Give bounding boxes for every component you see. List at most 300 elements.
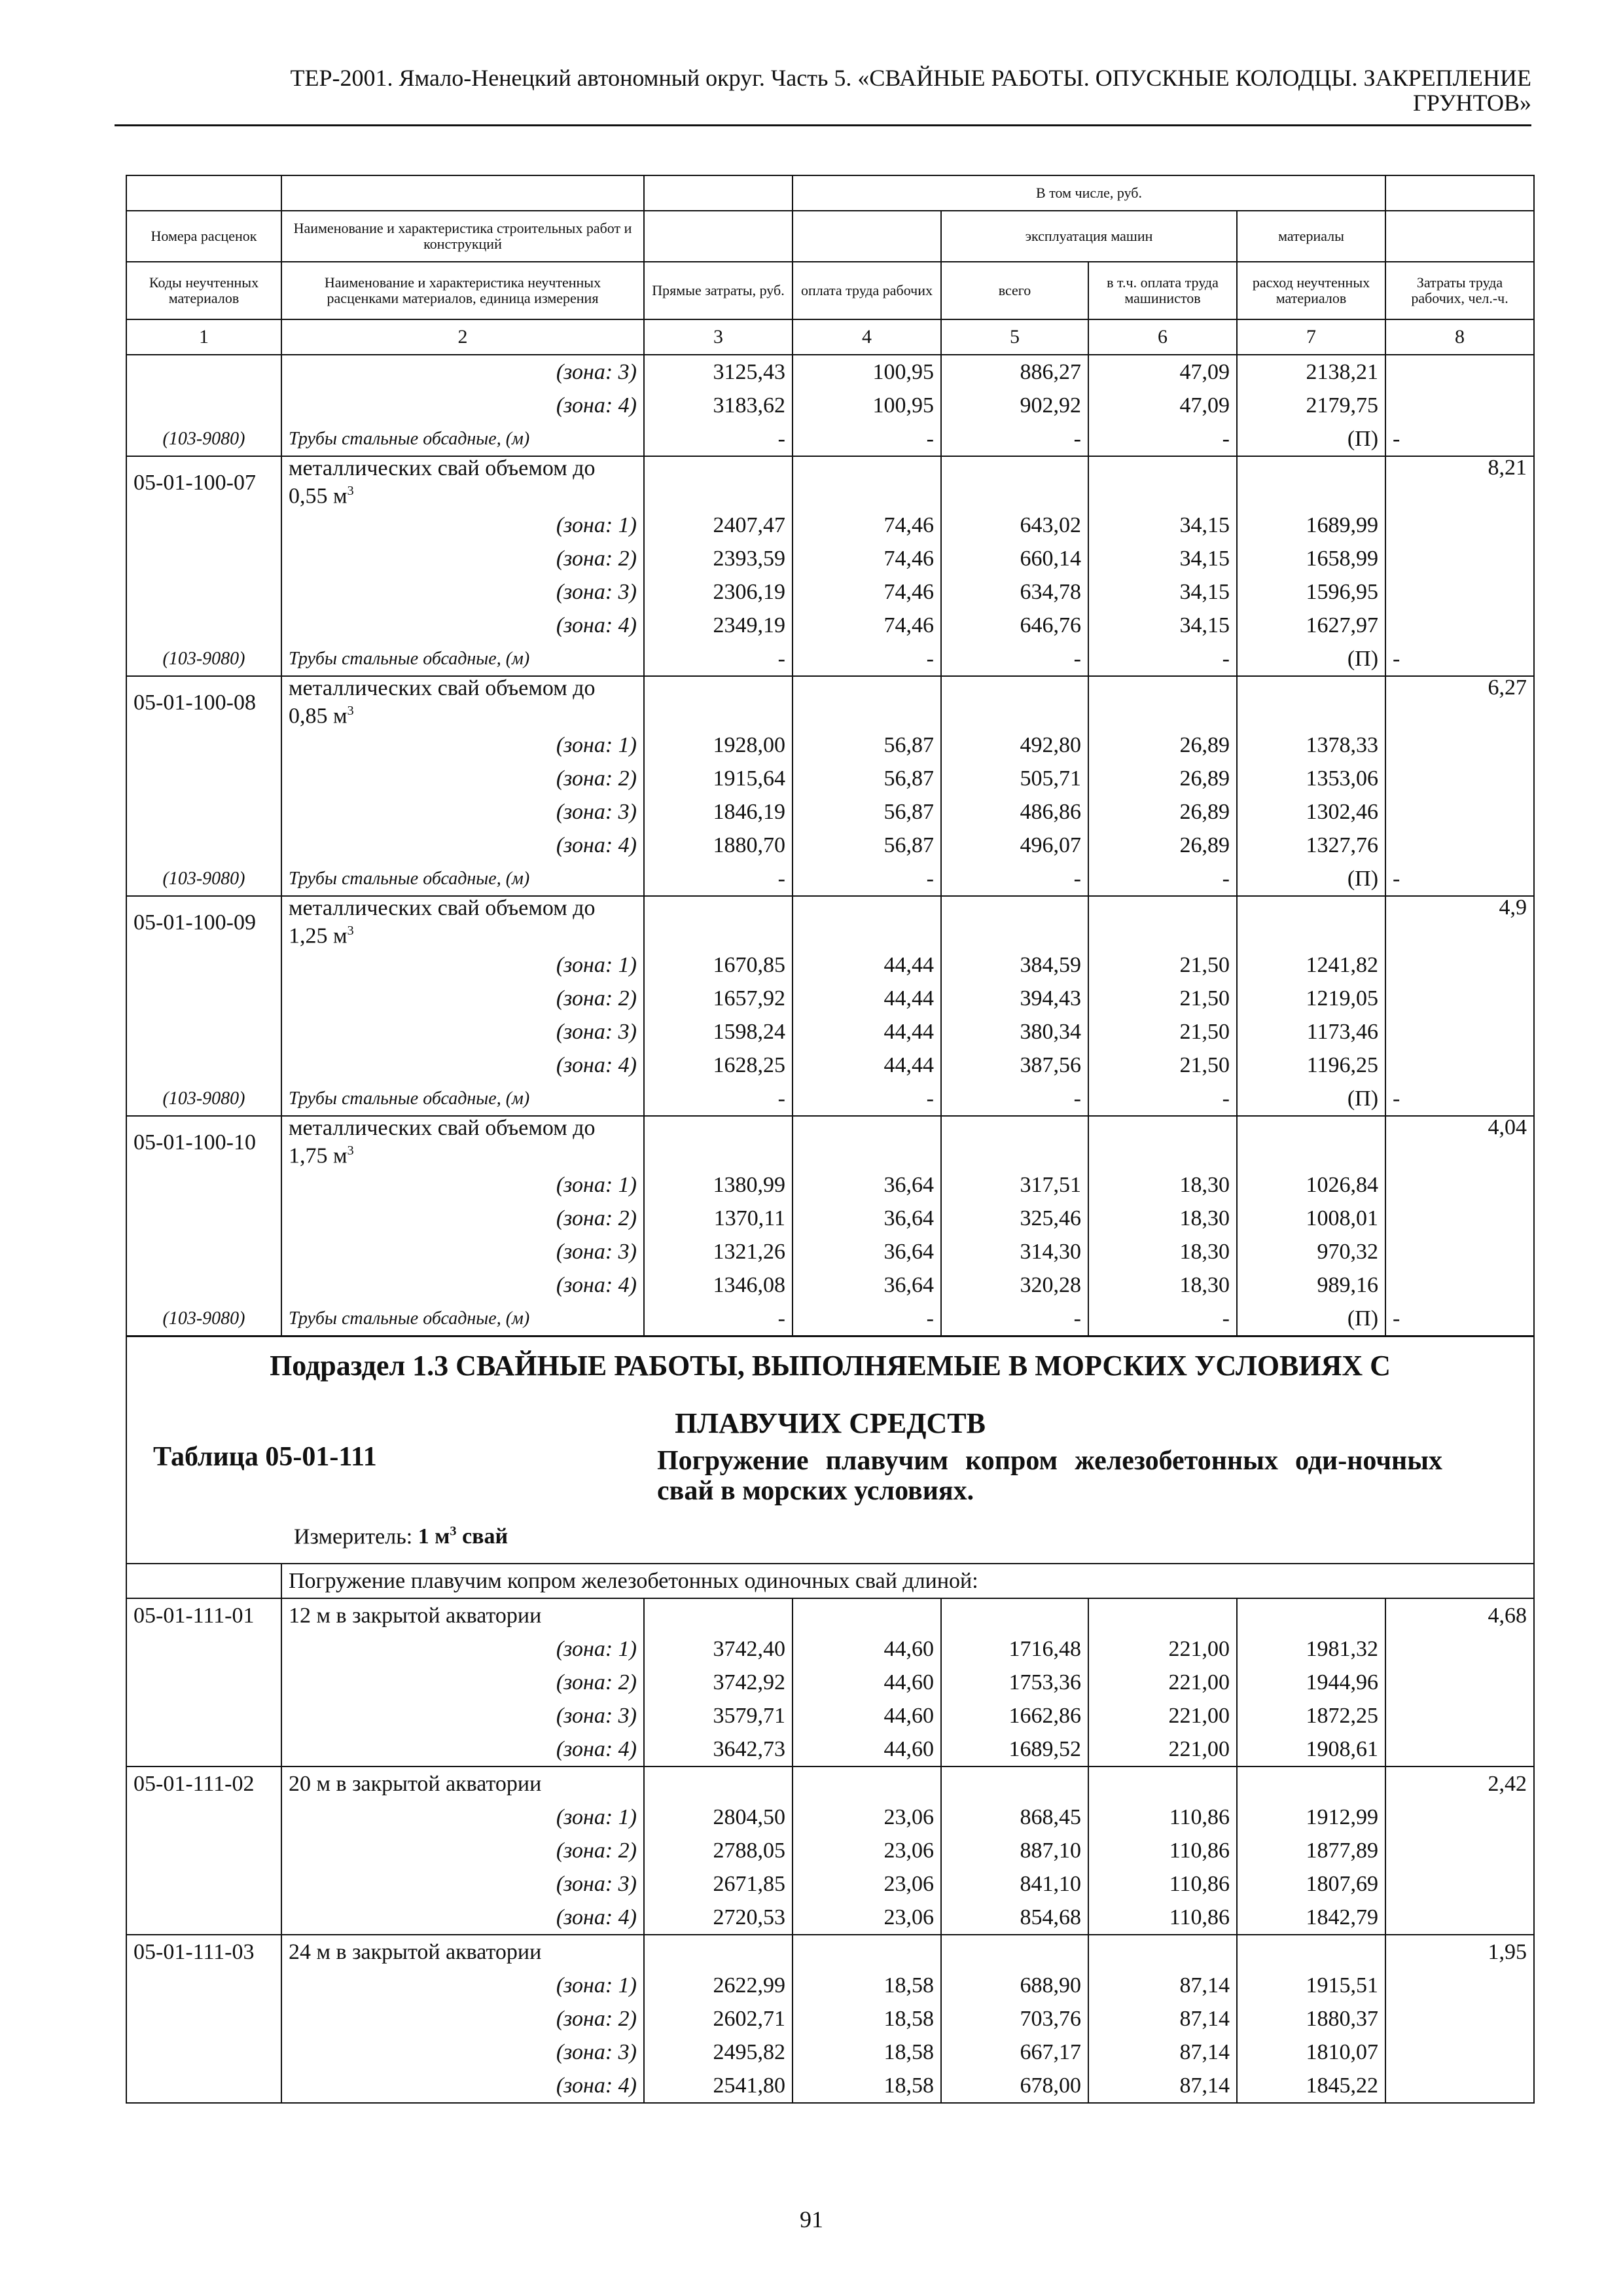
value-cell: 1241,82 [1237, 948, 1385, 982]
value-cell: 1944,96 [1237, 1666, 1385, 1699]
value-cell: 2671,85 [644, 1867, 793, 1901]
labor-cell [1385, 795, 1534, 829]
value-cell [1237, 1598, 1385, 1632]
value-cell: 44,60 [793, 1732, 941, 1767]
value-cell: 110,86 [1088, 1867, 1237, 1901]
rate-code: 05-01-100-09 [126, 896, 281, 948]
rate-label-text: металлических свай объемом до [289, 896, 596, 921]
zone-row [126, 762, 1534, 795]
value-cell: 886,27 [941, 355, 1088, 389]
value-cell: - [1088, 1302, 1237, 1336]
zone-row [126, 542, 1534, 575]
zone-row [126, 1268, 1534, 1302]
value-cell: 387,56 [941, 1049, 1088, 1082]
value-cell: 2407,47 [644, 509, 793, 542]
value-cell [1088, 896, 1237, 948]
value-cell: 660,14 [941, 542, 1088, 575]
value-cell: 1628,25 [644, 1049, 793, 1082]
zone-label: (зона: 3) [281, 1015, 644, 1049]
rate-row [126, 1116, 1534, 1168]
value-cell: 2495,82 [644, 2036, 793, 2069]
rate-label [281, 1935, 644, 1969]
value-cell: 36,64 [793, 1268, 941, 1302]
col-head-blank-d [1385, 175, 1534, 211]
price-table [126, 175, 1535, 2104]
value-cell: 100,95 [793, 355, 941, 389]
material-code: (103-9080) [126, 1082, 281, 1116]
value-cell: 1346,08 [644, 1268, 793, 1302]
page-number: 91 [800, 2206, 823, 2233]
value-cell: 887,10 [941, 1834, 1088, 1867]
value-cell: 486,86 [941, 795, 1088, 829]
col4-head: оплата труда рабочих [793, 262, 941, 319]
rate-row [126, 676, 1534, 728]
value-cell: 18,58 [793, 1969, 941, 2002]
labor-cell [1385, 1168, 1534, 1202]
value-cell: 44,60 [793, 1699, 941, 1732]
value-cell: 646,76 [941, 609, 1088, 642]
value-cell: 23,06 [793, 1901, 941, 1935]
value-cell: 1219,05 [1237, 982, 1385, 1015]
labor-cell [1385, 1901, 1534, 1935]
value-cell: 902,92 [941, 389, 1088, 422]
rate-label-text: 12 м в закрытой акватории [289, 1603, 542, 1628]
value-cell: - [941, 862, 1088, 896]
subsection-title-line2: ПЛАВУЧИХ СРЕДСТВ [675, 1407, 986, 1439]
value-cell: 505,71 [941, 762, 1088, 795]
value-cell: 2349,19 [644, 609, 793, 642]
labor-cell [1385, 509, 1534, 542]
value-cell [941, 1767, 1088, 1801]
zone-row [126, 2002, 1534, 2036]
measure-superscript: 3 [450, 1524, 457, 1539]
material-row [126, 1302, 1534, 1336]
col-number: 6 [1088, 319, 1237, 355]
value-cell [793, 456, 941, 509]
code-cell [126, 1632, 281, 1666]
value-cell: 44,44 [793, 948, 941, 982]
col-head-blank-b [281, 175, 644, 211]
value-cell: 74,46 [793, 609, 941, 642]
value-cell: 56,87 [793, 829, 941, 862]
value-cell: - [644, 422, 793, 456]
material-name: Трубы стальные обсадные, (м) [281, 1302, 644, 1336]
measure-value-text: 1 м [418, 1524, 450, 1549]
value-cell: 26,89 [1088, 795, 1237, 829]
value-cell: 1912,99 [1237, 1801, 1385, 1834]
value-cell: 47,09 [1088, 355, 1237, 389]
zone-label: (зона: 3) [281, 795, 644, 829]
value-cell: 34,15 [1088, 509, 1237, 542]
col-number: 5 [941, 319, 1088, 355]
zone-label: (зона: 2) [281, 1834, 644, 1867]
value-cell [941, 676, 1088, 728]
zone-label: (зона: 4) [281, 2069, 644, 2103]
value-cell: 56,87 [793, 728, 941, 762]
value-cell: 23,06 [793, 1834, 941, 1867]
value-cell: 841,10 [941, 1867, 1088, 1901]
value-cell: - [793, 1082, 941, 1116]
value-cell: 2804,50 [644, 1801, 793, 1834]
material-row [126, 862, 1534, 896]
rate-label-text: 20 м в закрытой акватории [289, 1771, 542, 1796]
value-cell: 1842,79 [1237, 1901, 1385, 1935]
value-cell: 26,89 [1088, 829, 1237, 862]
value-cell: 1753,36 [941, 1666, 1088, 1699]
group-heading: Погружение плавучим копром железобетонных одиночных свай длиной: [281, 1564, 1534, 1598]
value-cell: 36,64 [793, 1235, 941, 1268]
unit-superscript: 3 [347, 1143, 354, 1158]
col8-head: Затраты труда рабочих, чел.-ч. [1385, 262, 1534, 319]
zone-row [126, 2069, 1534, 2103]
zone-label: (зона: 2) [281, 1202, 644, 1235]
col-number: 8 [1385, 319, 1534, 355]
zone-row [126, 355, 1534, 389]
value-cell: 44,60 [793, 1632, 941, 1666]
value-cell: 44,44 [793, 1049, 941, 1082]
unit-superscript: 3 [347, 704, 354, 719]
labor-cell [1385, 2036, 1534, 2069]
value-cell: 44,44 [793, 1015, 941, 1049]
material-code: (103-9080) [126, 422, 281, 456]
labor-cell [1385, 609, 1534, 642]
zone-row [126, 982, 1534, 1015]
zone-row [126, 1867, 1534, 1901]
value-cell: 74,46 [793, 509, 941, 542]
value-cell: 1915,64 [644, 762, 793, 795]
value-cell: 2720,53 [644, 1901, 793, 1935]
zone-row [126, 1801, 1534, 1834]
col2-head-top: Наименование и характеристика строительных работ и конструкций [281, 211, 644, 262]
labor-cell [1385, 762, 1534, 795]
value-cell [941, 456, 1088, 509]
value-cell: 2138,21 [1237, 355, 1385, 389]
value-cell [1088, 1598, 1237, 1632]
col-head-blank-a [126, 175, 281, 211]
value-cell: 667,17 [941, 2036, 1088, 2069]
col-head-blank-f [793, 211, 941, 262]
value-cell: 74,46 [793, 575, 941, 609]
value-cell: 221,00 [1088, 1699, 1237, 1732]
labor-cell [1385, 1699, 1534, 1732]
value-cell: 703,76 [941, 2002, 1088, 2036]
rate-label [281, 896, 644, 948]
col-number: 3 [644, 319, 793, 355]
material-code: (103-9080) [126, 862, 281, 896]
code-cell [126, 1699, 281, 1732]
zone-row [126, 948, 1534, 982]
code-cell [126, 1268, 281, 1302]
zone-label: (зона: 4) [281, 609, 644, 642]
rate-code: 05-01-100-08 [126, 676, 281, 728]
value-cell: 678,00 [941, 2069, 1088, 2103]
col-head-blank-c [644, 175, 793, 211]
value-cell: 688,90 [941, 1969, 1088, 2002]
running-header-line2: ГРУНТОВ» [1413, 90, 1531, 116]
table-header [126, 175, 1534, 355]
value-cell [644, 456, 793, 509]
value-cell [1237, 676, 1385, 728]
zone-label: (зона: 3) [281, 575, 644, 609]
value-cell: 47,09 [1088, 389, 1237, 422]
labor-cell [1385, 2002, 1534, 2036]
code-cell [126, 2069, 281, 2103]
labor-cell [1385, 948, 1534, 982]
value-cell: 1327,76 [1237, 829, 1385, 862]
zone-label: (зона: 1) [281, 509, 644, 542]
zone-label: (зона: 2) [281, 762, 644, 795]
zone-row [126, 575, 1534, 609]
labor-cell: - [1385, 1082, 1534, 1116]
zone-row [126, 509, 1534, 542]
value-cell [644, 1598, 793, 1632]
value-cell: 496,07 [941, 829, 1088, 862]
value-cell: 314,30 [941, 1235, 1088, 1268]
labor-cell [1385, 1235, 1534, 1268]
code-cell [126, 1049, 281, 1082]
value-cell: 87,14 [1088, 2069, 1237, 2103]
code-cell [126, 982, 281, 1015]
value-cell: 87,14 [1088, 2036, 1237, 2069]
rate-label [281, 1767, 644, 1801]
value-cell: (П) [1237, 1302, 1385, 1336]
value-cell: 1657,92 [644, 982, 793, 1015]
col5-head: всего [941, 262, 1088, 319]
zone-label: (зона: 2) [281, 1666, 644, 1699]
zone-row [126, 609, 1534, 642]
material-name: Трубы стальные обсадные, (м) [281, 642, 644, 676]
value-cell [1237, 1116, 1385, 1168]
value-cell: 3125,43 [644, 355, 793, 389]
rate-label-text: металлических свай объемом до [289, 676, 596, 701]
labor-cell [1385, 575, 1534, 609]
value-cell: 1658,99 [1237, 542, 1385, 575]
running-header [118, 65, 1531, 115]
labor-cell [1385, 1632, 1534, 1666]
value-cell: 1370,11 [644, 1202, 793, 1235]
zone-label: (зона: 4) [281, 829, 644, 862]
value-cell [644, 1116, 793, 1168]
value-cell: 325,46 [941, 1202, 1088, 1235]
labor-value: 1,95 [1385, 1935, 1534, 1969]
zone-label: (зона: 1) [281, 1801, 644, 1834]
labor-cell [1385, 1666, 1534, 1699]
labor-cell [1385, 355, 1534, 389]
value-cell: 1880,37 [1237, 2002, 1385, 2036]
zone-label: (зона: 4) [281, 1049, 644, 1082]
code-cell [126, 1732, 281, 1767]
value-cell: 1716,48 [941, 1632, 1088, 1666]
value-cell: 26,89 [1088, 762, 1237, 795]
value-cell: 21,50 [1088, 1015, 1237, 1049]
value-cell: 2788,05 [644, 1834, 793, 1867]
code-cell [126, 1834, 281, 1867]
rate-row [126, 1935, 1534, 1969]
code-cell [126, 2036, 281, 2069]
code-cell [126, 2002, 281, 2036]
value-cell: 87,14 [1088, 1969, 1237, 2002]
zone-row [126, 1901, 1534, 1935]
col7-head: расход неучтенных материалов [1237, 262, 1385, 319]
col1-head-top: Номера расценок [126, 211, 281, 262]
value-cell: 1008,01 [1237, 1202, 1385, 1235]
value-cell: 2393,59 [644, 542, 793, 575]
zone-label: (зона: 3) [281, 1699, 644, 1732]
zone-row [126, 829, 1534, 862]
value-cell: 87,14 [1088, 2002, 1237, 2036]
zone-label: (зона: 4) [281, 1732, 644, 1767]
value-cell: 26,89 [1088, 728, 1237, 762]
labor-cell [1385, 982, 1534, 1015]
value-cell: - [644, 862, 793, 896]
value-cell: 36,64 [793, 1168, 941, 1202]
value-cell: 3642,73 [644, 1732, 793, 1767]
column-numbers-row [126, 319, 1534, 355]
value-cell [1237, 1935, 1385, 1969]
rate-code: 05-01-111-01 [126, 1598, 281, 1632]
value-cell: 74,46 [793, 542, 941, 575]
value-cell: 3579,71 [644, 1699, 793, 1732]
zone-row [126, 1632, 1534, 1666]
value-cell: 1627,97 [1237, 609, 1385, 642]
value-cell: 18,30 [1088, 1202, 1237, 1235]
zone-label: (зона: 3) [281, 1867, 644, 1901]
value-cell: - [1088, 862, 1237, 896]
zone-row [126, 1732, 1534, 1767]
value-cell: 18,58 [793, 2069, 941, 2103]
value-cell [644, 1935, 793, 1969]
material-code: (103-9080) [126, 1302, 281, 1336]
value-cell: 1026,84 [1237, 1168, 1385, 1202]
zone-label: (зона: 1) [281, 948, 644, 982]
rate-code: 05-01-100-10 [126, 1116, 281, 1168]
material-name: Трубы стальные обсадные, (м) [281, 422, 644, 456]
labor-cell [1385, 1202, 1534, 1235]
value-cell: 23,06 [793, 1801, 941, 1834]
labor-cell [1385, 1732, 1534, 1767]
labor-cell: - [1385, 1302, 1534, 1336]
value-cell: 221,00 [1088, 1632, 1237, 1666]
code-cell [126, 1666, 281, 1699]
col-number: 7 [1237, 319, 1385, 355]
col-head-materials: материалы [1237, 211, 1385, 262]
rate-label-volume: 0,55 м [289, 484, 348, 509]
value-cell: 1846,19 [644, 795, 793, 829]
zone-row [126, 1049, 1534, 1082]
table-body [126, 355, 1534, 2103]
code-cell [126, 795, 281, 829]
code-cell [126, 1867, 281, 1901]
value-cell: 110,86 [1088, 1801, 1237, 1834]
table-title: Погружение плавучим копром железобетонных оди-ночных свай в морских условиях. [657, 1446, 1442, 1506]
zone-label: (зона: 3) [281, 2036, 644, 2069]
value-cell [793, 896, 941, 948]
header-rule [115, 124, 1531, 126]
rate-code: 05-01-100-07 [126, 456, 281, 509]
value-cell: 110,86 [1088, 1834, 1237, 1867]
code-cell [126, 1901, 281, 1935]
value-cell: 1662,86 [941, 1699, 1088, 1732]
value-cell [941, 1598, 1088, 1632]
labor-cell [1385, 2069, 1534, 2103]
rate-code: 05-01-111-03 [126, 1935, 281, 1969]
col-head-blank-e [644, 211, 793, 262]
material-row [126, 1082, 1534, 1116]
unit-superscript: 3 [347, 484, 354, 499]
material-row [126, 642, 1534, 676]
zone-label: (зона: 4) [281, 389, 644, 422]
value-cell: 221,00 [1088, 1666, 1237, 1699]
code-cell [126, 829, 281, 862]
rate-row [126, 896, 1534, 948]
group-heading-row [126, 1564, 1534, 1598]
value-cell: 320,28 [941, 1268, 1088, 1302]
labor-value: 6,27 [1385, 676, 1534, 728]
labor-cell [1385, 542, 1534, 575]
zone-label: (зона: 2) [281, 542, 644, 575]
zone-row [126, 1834, 1534, 1867]
value-cell [644, 676, 793, 728]
value-cell: 2179,75 [1237, 389, 1385, 422]
zone-row [126, 1969, 1534, 2002]
value-cell: 21,50 [1088, 982, 1237, 1015]
value-cell: - [941, 642, 1088, 676]
subsection-block [134, 1337, 1527, 1563]
value-cell: - [793, 1302, 941, 1336]
value-cell [941, 896, 1088, 948]
value-cell: - [941, 1302, 1088, 1336]
code-cell [126, 609, 281, 642]
value-cell: 44,44 [793, 982, 941, 1015]
labor-cell [1385, 1834, 1534, 1867]
value-cell [1237, 456, 1385, 509]
zone-label: (зона: 3) [281, 1235, 644, 1268]
col-number: 4 [793, 319, 941, 355]
code-cell [126, 1564, 281, 1598]
rate-row [126, 456, 1534, 509]
zone-row [126, 389, 1534, 422]
col6-head: в т.ч. оплата труда машинистов [1088, 262, 1237, 319]
material-name: Трубы стальные обсадные, (м) [281, 862, 644, 896]
code-cell [126, 1801, 281, 1834]
zone-label: (зона: 3) [281, 355, 644, 389]
material-code: (103-9080) [126, 642, 281, 676]
value-cell: 643,02 [941, 509, 1088, 542]
value-cell [793, 1116, 941, 1168]
measure-label: Измеритель: [294, 1524, 413, 1549]
zone-row [126, 1015, 1534, 1049]
subsection-title [134, 1337, 1527, 1452]
value-cell: 34,15 [1088, 575, 1237, 609]
labor-cell [1385, 1015, 1534, 1049]
rate-label-text: 24 м в закрытой акватории [289, 1939, 542, 1964]
rate-row [126, 1767, 1534, 1801]
col-number: 2 [281, 319, 644, 355]
zone-row [126, 2036, 1534, 2069]
measure-tail: свай [462, 1524, 508, 1549]
value-cell: - [941, 422, 1088, 456]
value-cell: 492,80 [941, 728, 1088, 762]
labor-value: 4,9 [1385, 896, 1534, 948]
value-cell: 394,43 [941, 982, 1088, 1015]
value-cell: 1598,24 [644, 1015, 793, 1049]
value-cell: (П) [1237, 1082, 1385, 1116]
value-cell [1088, 676, 1237, 728]
col-number: 1 [126, 319, 281, 355]
value-cell: 384,59 [941, 948, 1088, 982]
value-cell: 854,68 [941, 1901, 1088, 1935]
value-cell [793, 676, 941, 728]
